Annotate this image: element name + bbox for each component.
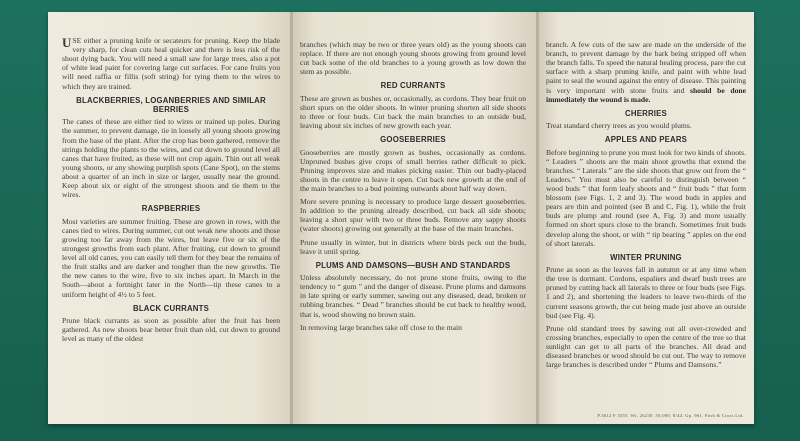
paragraph-gooseberries-2: More severe pruning is necessary to produce large dessert gooseberries. In addition to the pruning already described, cut back all side shoots; leaving a short spur with two or three buds. Remove any sappy shoots (water shoots) growing out generally at the base of the main branches. — [300, 197, 526, 234]
intro-paragraph — [62, 36, 280, 91]
heading-raspberries: RASPBERRIES — [141, 204, 201, 214]
heading-black-currants: BLACK CURRANTS — [133, 303, 209, 313]
emphasis-text: should be done immediately the wound is made. — [546, 85, 746, 104]
paragraph-winter-1: Prune as soon as the leaves fall in autumn or at any time when the tree is dormant. Cordons, espaliers and dwarf bush trees are pruned by cutting back all laterals to three or four buds (see Figs. 1 and 2), and shortening the leaders to leave two-thirds of the current seasons growth, the cut being made just above an outside bud (see Fig. 4). — [546, 265, 746, 320]
page-middle — [290, 12, 536, 424]
paragraph-blackberries: The canes of these are either tied to wires or trained up poles. During the summer, to prevent damage, tie in loosely all young shoots growing from the base of the plant. After the crop has been gathered, remove the strings holding the plants to the wires, and cut down to ground level all canes that have fruited, as these will not crop again. Thin out all weak young shoots, or any showing purplish spots (Cane Spot), on the stems about a quarter of an inch in size or larger, usually near the ground. Keep about six or eight of the strongest shoots and tie them to the wires. — [62, 117, 280, 200]
heading-apples-pears: APPLES AND PEARS — [604, 135, 688, 145]
heading-winter-pruning: WINTER PRUNING — [610, 252, 682, 262]
heading-gooseberries: GOOSEBERRIES — [380, 135, 446, 145]
continued-text: branch. A few cuts of the saw are made on the underside of the branch, to prevent damage by the bark being stripped off when the branch falls. To speed the natural healing process, pare the cut surface with a sharp pruning knife, and paint with white lead paint to seal the wound against the entry of disease. This painting is very important with stone fruits and — [546, 40, 746, 95]
heading-blackberries: BLACKBERRIES, LOGANBERRIES AND SIMILAR BERRIES — [76, 95, 266, 114]
page-right — [536, 12, 754, 424]
paragraph-gooseberries-1: Gooseberries are mostly grown as bushes, occasionally as cordons. Unpruned bushes give crops of small berries rather difficult to pick. Pruning improves size and makes picking easier. Thin out badly-placed shoots in the centre to leave it open. Cut back new growth at the end of the main branches to a bud pointing outwards about half way down. — [300, 147, 526, 193]
page-left — [48, 12, 290, 424]
paragraph-apples-pears: Before beginning to prune you must look for two kinds of shoots. “ Leaders ” shoots are the main shoot growths that extend the branches. “ Laterals ” are the side shoots that grow out from the “ Leaders.” You must also be careful to distinguish between “ wood buds ” that form leafy shoots and “ fruit buds ” that form blossom (see Figs. 1, 2 and 3). The wood buds in apples and pears are thin and pointed (see B and C, Fig. 1), while the fruit buds are plump and round (see A, Fig. 3) and more usually formed on short spurs close to the branch. Sometimes fruit buds develop along the shoot, or with “ tip bearing ” apples on the end of short laterals. — [546, 147, 746, 248]
heading-cherries: CHERRIES — [625, 108, 667, 118]
paragraph-gooseberries-3: Prune usually in winter, but in districts where birds peck out the buds, leave it until spring. — [300, 237, 526, 256]
heading-red-currants: RED CURRANTS — [380, 81, 446, 91]
paragraph-red-currants: These are grown as bushes or, occasionally, as cordons. They bear fruit on short spurs on the older shoots. In winter pruning shorten all side shoots to three or four buds. Cut back the main branches to an outside bud, leaving about six inches of new growth each year. — [300, 93, 526, 131]
pamphlet — [48, 12, 754, 424]
paragraph-continued: branches (which may be two or three years old) as the young shoots can replace. If there are not enough young shoots growing from ground level cut back some of the old branches to a young growth as low down the stem as possible. — [300, 40, 526, 77]
paragraph-black-currants: Prune black currants as soon as possible after the fruit has been gathered. As new shoots bear better fruit than old, cut down to ground level as many of the oldest — [62, 316, 280, 344]
drop-cap: U — [62, 35, 72, 50]
paragraph-winter-2: Prune old standard trees by sawing out all over-crowded and crossing branches, especially to open the centre of the tree so that sunlight can get to all parts of the branches. All dead and diseased branches or wood should be cut out. The way to remove large branches is described under “ Plums and Damsons.” — [546, 323, 746, 370]
fold-line — [536, 12, 539, 424]
paragraph-plums-1: Unless absolutely necessary, do not prune stone fruits, owing to the tendency to “ gum ” and the danger of disease. Prune plums and damsons in late spring or early summer, sawing out any diseased, dead, broken or rubbing branches. “ Dead ” branches should be cut back to healthy wood, that is, wood showing no brown stain. — [300, 273, 526, 319]
fold-line — [290, 12, 293, 424]
printer-imprint: P.3612 F 3555. Wt. 26230. 50,000. 8/44. Gp. 961. Fosh & Cross Ltd. — [597, 412, 744, 418]
paragraph-continued-right — [546, 40, 746, 104]
heading-plums: PLUMS AND DAMSONS—BUSH AND STANDARDS — [315, 260, 511, 270]
paragraph-raspberries: Most varieties are summer fruiting. These are grown in rows, with the canes tied to wires. During summer, cut out weak new shoots and those growing too far away from the wires, but leave five or six of the strongest growths from each plant. After fruiting, cut down to ground level all old canes, you can easily tell them for they bear the remains of the fruit stalks and are darker and tougher than the new growths. Tie the new canes to the wire, five to six inches apart. In March in the South—about a fortnight later in the North—tip these canes to a uniform height of 4½ to 5 feet. — [62, 216, 280, 299]
intro-text: SE either a pruning knife or secateurs for pruning. Keep the blade very sharp, for clean cuts heal quicker and there is less risk of the shoot dying back. You will need a small saw for large trees, also a pot of white lead paint for covering large cut surfaces. For cane fruits you will need raffia or fillis (soft string) for tying them to the wires to which they are trained. — [62, 36, 280, 91]
paragraph-cherries: Treat standard cherry trees as you would plums. — [546, 121, 692, 131]
paragraph-plums-2: In removing large branches take off close to the main — [300, 322, 462, 332]
